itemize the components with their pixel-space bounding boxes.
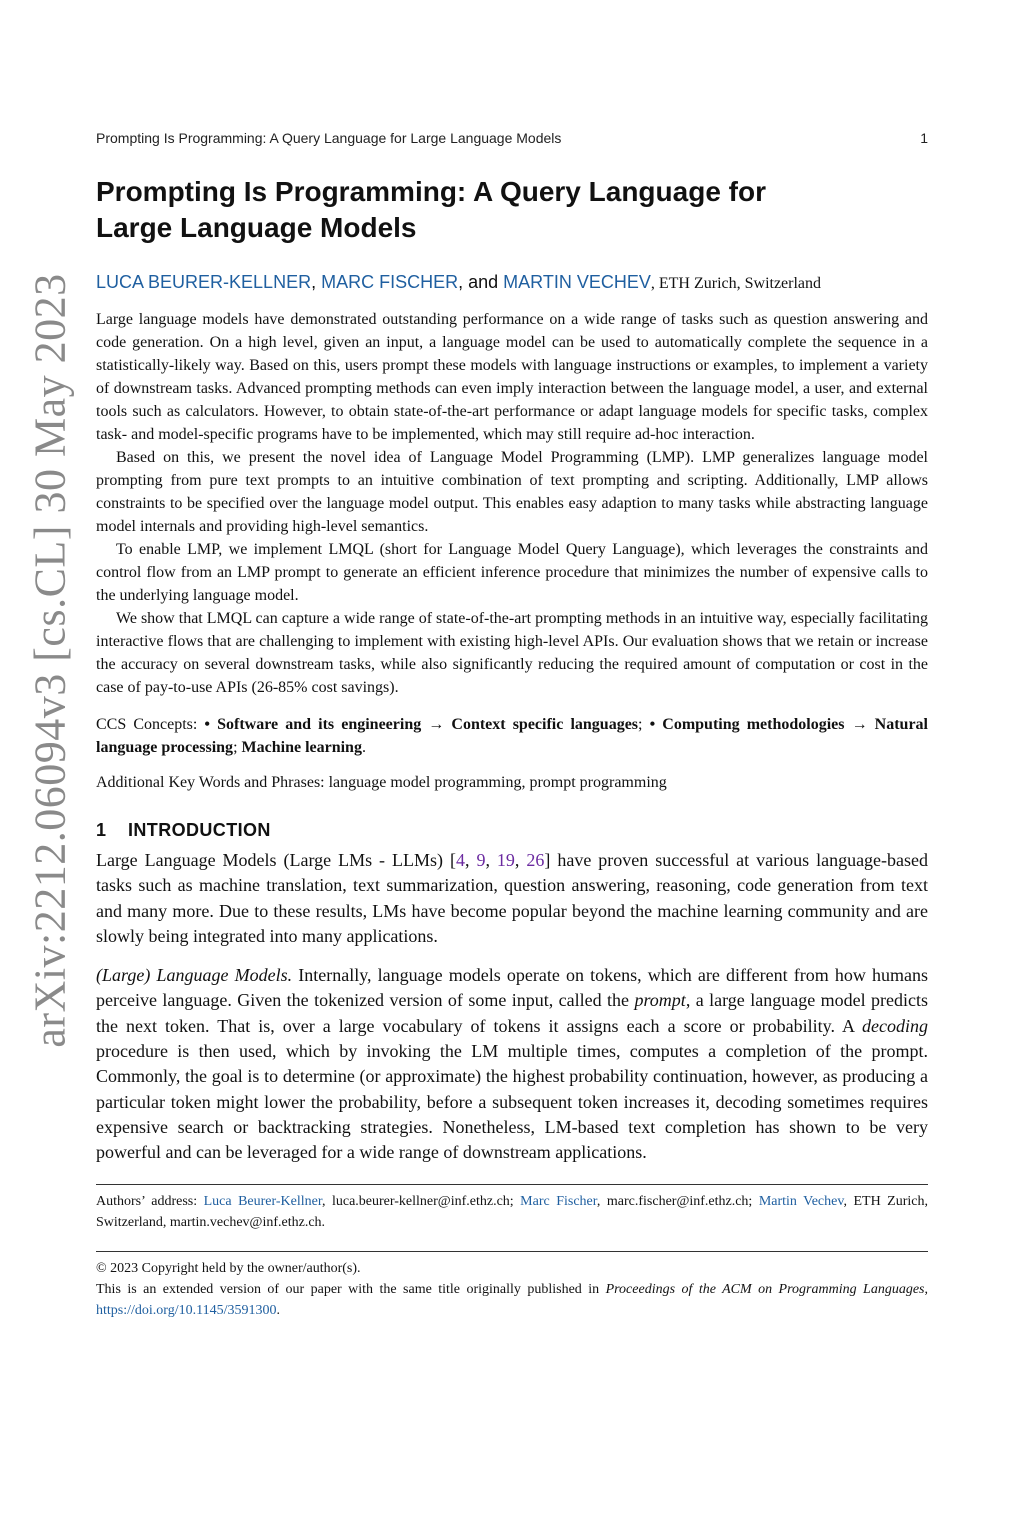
text-run: , — [924, 1281, 928, 1297]
text-run: , — [514, 850, 527, 870]
text-run: Internally, language models operate on tokens, which are different from how humans perceive language. Given the tokenized version of some input, called the — [96, 965, 928, 1011]
ccs-separator: ; — [233, 739, 242, 756]
copyright-line: © 2023 Copyright held by the owner/author(s). — [96, 1260, 361, 1276]
copyright-divider — [96, 1251, 928, 1252]
doi-link[interactable]: https://doi.org/10.1145/3591300 — [96, 1302, 277, 1318]
venue: Proceedings of the ACM on Programming Languages — [605, 1281, 925, 1297]
section-heading — [96, 818, 928, 842]
abstract-paragraph: Based on this, we present the novel idea of Language Model Programming (LMP). LMP generalizes language model prompting from pure text prompts to an intuitive combination of text prompting and scripting. Additionally, LMP allows constraints to be specified over the language model output. This enables easy adaption to many tasks while abstracting language model internals and providing high-level semantics. — [96, 449, 928, 535]
author-address-link[interactable]: Luca Beurer-Kellner — [203, 1193, 322, 1209]
authors-address — [96, 1191, 928, 1233]
citation-link[interactable]: 19 — [496, 850, 515, 870]
abstract-paragraph: Large language models have demonstrated outstanding performance on a wide range of tasks such as question answering and code generation. On a high level, given an input, a language model can be used to automatically complete the sequence in a statistically-likely way. Based on this, users prompt these models with language instructions or examples, to implement a variety of downstream tasks. Advanced prompting methods can even imply interaction between the language model, a user, and external tools such as calculators. However, to obtain state-of-the-art performance or adapt language models for specific tasks, complex task- and model-specific programs have to be implemented, which may still require ad-hoc interaction. — [96, 311, 928, 443]
citation-link[interactable]: 4 — [455, 850, 465, 870]
text-run: , luca.beurer-kellner@inf.ethz.ch; — [321, 1193, 521, 1209]
footnote-divider — [96, 1184, 928, 1185]
running-head-title: Prompting Is Programming: A Query Language for Large Language Models — [96, 130, 562, 146]
text-run: , — [464, 850, 477, 870]
citation-link[interactable]: 26 — [526, 850, 545, 870]
keywords: Additional Key Words and Phrases: language model programming, prompt programming — [96, 774, 667, 791]
paper-page — [96, 128, 928, 1321]
author-link-beurer-kellner[interactable]: LUCA BEURER-KELLNER — [96, 272, 312, 292]
running-head — [96, 128, 928, 148]
text-run: . — [276, 1302, 280, 1318]
ccs-concept: • Computing methodologies → Natural language processing — [96, 716, 928, 756]
text-run: , marc.fischer@inf.ethz.ch; — [596, 1193, 759, 1209]
page-number: 1 — [920, 130, 928, 146]
author-address-link[interactable]: Marc Fischer — [520, 1193, 597, 1209]
text-run: procedure is then used, which by invoking the LM multiple times, computes a completion of the prompt. Commonly, the goal is to determine (or approximate) the highest probability continuation, however, as producing a particular token might lower the probability, before a subsequent token increases it, decoding sometimes requires expensive search or backtracking strategies. Nonetheless, LM-based text completion has shown to be very powerful and can be leveraged for a wide range of downstream applications. — [96, 1041, 928, 1163]
author-separator: , and — [458, 272, 504, 292]
ccs-prefix: CCS Concepts: — [96, 716, 205, 733]
section-title: INTRODUCTION — [128, 820, 271, 840]
ccs-end: . — [361, 739, 366, 756]
text-run: , — [485, 850, 497, 870]
author-line — [96, 270, 928, 296]
author-link-fischer[interactable]: MARC FISCHER — [321, 272, 459, 292]
paper-title: Prompting Is Programming: A Query Language for Large Language Models — [96, 176, 766, 243]
abstract — [96, 308, 928, 699]
intro-paragraph — [96, 848, 928, 949]
extended-version-note — [96, 1279, 928, 1321]
arxiv-sidebar-identifier — [20, 272, 80, 1048]
ccs-concept: • Software and its engineering → Context specific languages — [204, 716, 639, 733]
introduction-body — [96, 848, 928, 1166]
abstract-paragraph: To enable LMP, we implement LMQL (short for Language Model Query Language), which leverages the constraints and control flow from an LMP prompt to generate an efficient inference procedure that minimizes the number of expensive calls to the underlying language model. — [96, 541, 928, 604]
ccs-concept: Machine learning — [241, 739, 362, 756]
emphasis: prompt — [634, 990, 686, 1011]
ccs-separator: ; — [638, 716, 650, 733]
paragraph-heading: (Large) Language Models. — [96, 965, 293, 986]
text-run: Authors’ address: — [96, 1193, 204, 1209]
text-run: This is an extended version of our paper with the same title originally published in — [96, 1281, 606, 1297]
text-run: ] have proven successful at various language-based tasks such as machine translation, text summarization, question answering, reasoning, code generation from text and many more. Due to these results, LMs have become popular beyond the machine learning community and are slowly being integrated into many applications. — [96, 850, 929, 946]
author-separator: , — [311, 272, 322, 292]
section-number: 1 — [96, 820, 107, 840]
arxiv-id-text: arXiv:2212.06094v3 [cs.CL] 30 May 2023 — [25, 272, 75, 1048]
text-run: Large Language Models (Large LMs - LLMs) [ — [96, 850, 456, 870]
text-run: , a large language model predicts the next token. That is, over a large vocabulary of tokens it assigns each a score or probability. A — [96, 990, 929, 1036]
ccs-concepts — [96, 713, 928, 759]
author-address-link[interactable]: Martin Vechev — [758, 1193, 844, 1209]
emphasis: decoding — [862, 1015, 928, 1036]
citation-link[interactable]: 9 — [476, 850, 486, 870]
affiliation: , ETH Zurich, Switzerland — [650, 275, 822, 292]
abstract-paragraph: We show that LMQL can capture a wide range of state-of-the-art prompting methods in an intuitive way, especially facilitating interactive flows that are challenging to implement with existing high-level APIs. Our evaluation shows that we retain or increase the accuracy on several downstream tasks, while also significantly reducing the required amount of computation or cost in the case of pay-to-use APIs (26-85% cost savings). — [96, 610, 928, 696]
intro-paragraph — [96, 963, 928, 1165]
copyright-block — [96, 1258, 928, 1321]
author-link-vechev[interactable]: MARTIN VECHEV — [503, 272, 651, 292]
text-run: , ETH Zurich, Switzerland, martin.vechev@inf.ethz.ch. — [96, 1193, 928, 1230]
